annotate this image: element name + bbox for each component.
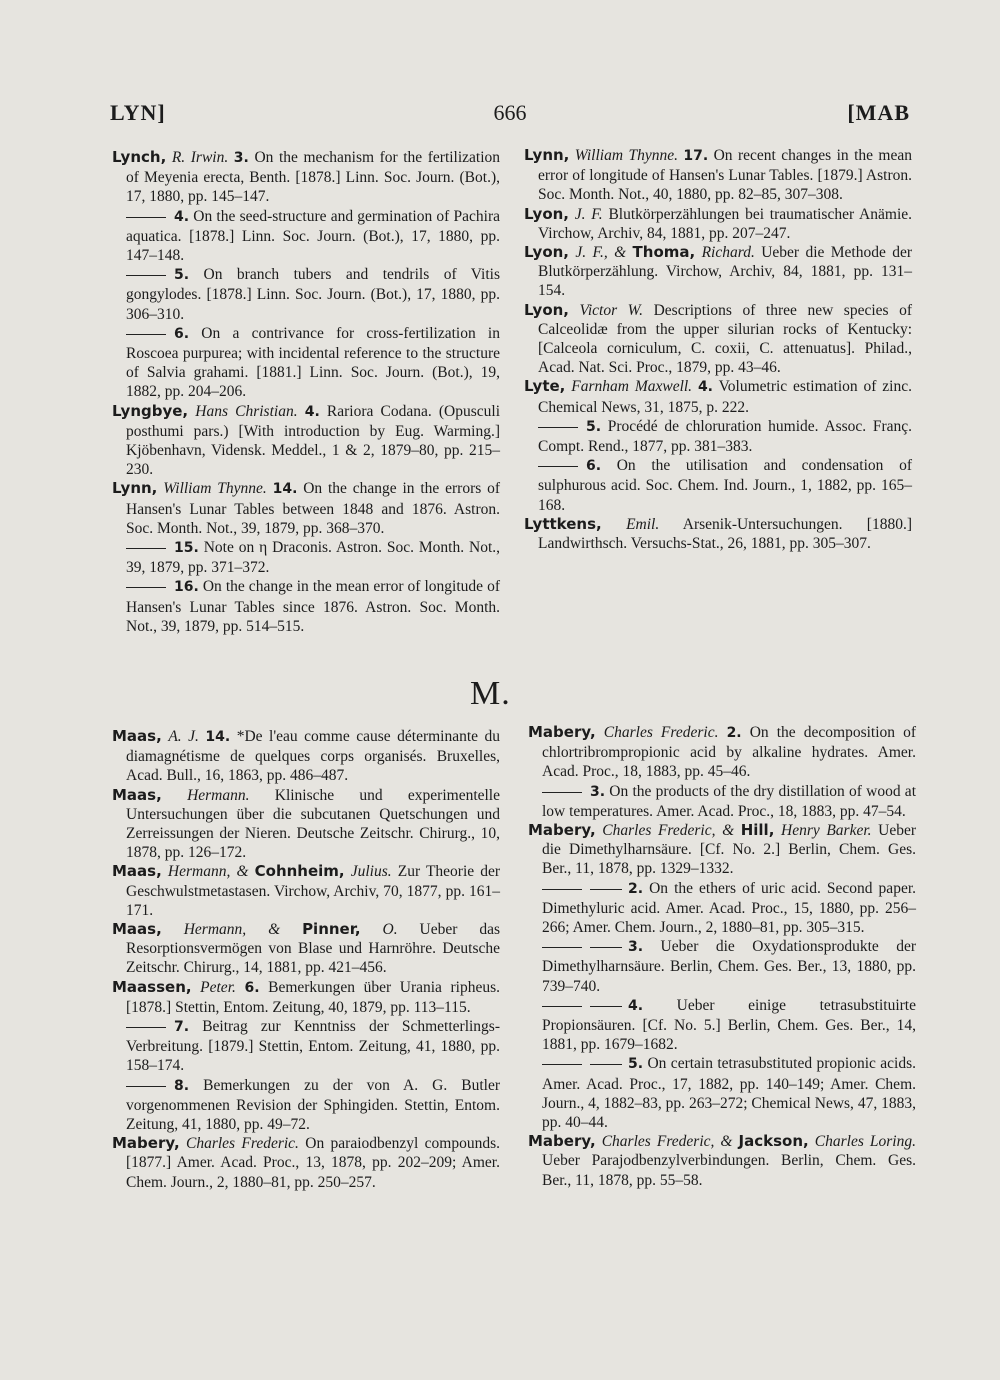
entry-text: *De l'eau comme cause déterminante du diamagnétisme de quelques corps organisés. Bruxelles, Acad. Bull., 16, 1863, pp. 486–487. — [126, 728, 501, 785]
coauthor-surname: Cohnheim, — [254, 862, 345, 881]
column-bottom-left — [112, 727, 500, 1192]
entry-text: Rariora Codana. (Opusculi posthumi pars.) [With introduction by Eug. Warming.] Kjöbenhavn, Vidensk. Meddel., 1 & 2, 1879–80, pp. 215–230. — [126, 402, 501, 479]
entry-text: On the mechanism for the fertilization of Meyenia erecta, Benth. [1878.] Linn. Soc. Journ. (Bot.), 17, 1880, pp. 145–147. — [126, 149, 501, 206]
author-surname: Mabery, — [112, 1134, 180, 1153]
bibliography-entry — [524, 205, 912, 243]
author-given-name: Hermann. — [187, 786, 250, 804]
coauthor-given-name: Richard. — [701, 244, 755, 262]
entry-text: Note on η Draconis. Astron. Soc. Month. Not., 39, 1879, pp. 371–372. — [126, 539, 500, 577]
repeat-author-dash — [590, 889, 622, 890]
entry-text: On certain tetrasubstituted propionic acids. Amer. Acad. Proc., 17, 1882, pp. 140–149; Amer. Chem. Journ., 4, 1882–83, pp. 263–272; Chemical News, 47, 1883, pp. 40–44. — [542, 1055, 917, 1132]
entry-number: 14. — [272, 481, 298, 498]
page-number: 666 — [493, 100, 527, 125]
author-given-name: R. Irwin. — [171, 149, 229, 166]
entry-number: 15. — [174, 540, 199, 557]
coauthor-surname: Pinner, — [302, 920, 361, 939]
bibliography-entry — [524, 243, 912, 301]
bibliography-entry — [112, 324, 500, 402]
coauthor-given-name: Julius. — [350, 863, 392, 881]
bibliography-entry — [112, 402, 500, 480]
author-given-name: Emil. — [626, 515, 660, 533]
entry-text: On branch tubers and tendrils of Vitis gongylodes. [1878.] Linn. Soc. Journ. (Bot.), 17, 1880, pp. 306–310. — [126, 266, 501, 323]
author-surname: Lyon, — [524, 300, 569, 319]
author-surname: Lyttkens, — [524, 514, 602, 533]
repeat-author-dash — [542, 889, 582, 890]
bibliography-entry — [112, 1076, 500, 1135]
repeat-author-dash — [590, 1006, 622, 1007]
entry-text: Klinische und experimentelle Untersuchungen über die subcutanen Quetschungen und Zerreissungen der Nieren. Deutsche Zeitschr. Chirurg., 10, 1878, pp. 126–172. — [126, 786, 500, 862]
entry-text: On the decomposition of chlortribrompropionic acid by alkaline hydrates. Amer. Acad. Proc., 18, 1883, pp. 45–46. — [542, 724, 917, 781]
entry-number: 3. — [233, 150, 249, 166]
author-surname: Mabery, — [528, 1132, 596, 1151]
bibliography-entry — [528, 723, 916, 782]
author-surname: Maassen, — [112, 977, 192, 996]
author-given-name: A. J. — [168, 728, 199, 745]
entry-number: 6. — [586, 458, 602, 475]
repeat-author-dash — [126, 334, 166, 335]
author-given-name: Peter. — [200, 978, 236, 996]
header-left-guide: LYN] — [110, 100, 166, 125]
repeat-author-dash — [126, 587, 166, 588]
author-given-name: J. F. — [574, 205, 603, 223]
repeat-author-dash — [538, 466, 578, 467]
bibliography-entry — [524, 417, 912, 456]
repeat-author-dash — [590, 947, 622, 948]
entry-number: 5. — [174, 267, 190, 284]
repeat-author-dash — [542, 1064, 582, 1065]
bibliography-entry — [528, 996, 916, 1055]
author-surname: Maas, — [112, 785, 162, 804]
coauthor-surname: Jackson, — [738, 1132, 809, 1151]
entry-text: On recent changes in the mean error of longitude of Hansen's Lunar Tables. [1879.] Astron. Soc. Month. Not., 40, 1880, pp. 82–85, 307–308. — [538, 147, 912, 204]
bibliography-entry — [112, 1017, 500, 1076]
entry-number: 4. — [628, 997, 644, 1014]
bibliography-entry — [112, 265, 500, 324]
entry-number: 8. — [174, 1077, 190, 1094]
author-surname: Maas, — [112, 862, 162, 881]
author-surname: Lyon, — [524, 204, 569, 223]
author-given-name: Victor W. — [579, 301, 644, 319]
repeat-author-dash — [590, 1064, 622, 1065]
repeat-author-dash — [126, 275, 166, 276]
entry-text: On the seed-structure and germination of Pachira aquatica. [1878.] Linn. Soc. Journ. (Bot.), 17, 1880, pp. 147–148. — [126, 207, 501, 265]
entry-number: 14. — [205, 729, 231, 745]
entry-number: 16. — [174, 579, 199, 596]
author-given-name: Charles Frederic, & — [602, 822, 735, 840]
bibliography-entry — [528, 937, 916, 996]
repeat-author-dash — [542, 792, 582, 793]
author-surname: Lyngbye, — [112, 401, 189, 420]
bibliography-entry — [528, 1054, 916, 1132]
entry-text: On the utilisation and condensation of sulphurous acid. Soc. Chem. Ind. Journ., 1, 1882, pp. 165–168. — [538, 457, 912, 514]
bibliography-entry — [524, 301, 912, 378]
author-given-name: Charles Frederic. — [186, 1135, 299, 1153]
entry-text: On the change in the mean error of longitude of Hansen's Lunar Tables since 1876. Astron. Soc. Month. Not., 39, 1879, pp. 514–515. — [126, 578, 500, 635]
entry-text: Ueber die Methode der Blutkörperzählung. Virchow, Archiv, 84, 1881, pp. 131–154. — [538, 244, 913, 300]
entry-text: Arsenik-Untersuchungen. [1880.] Landwirthsch. Versuchs-Stat., 26, 1881, pp. 305–307. — [538, 515, 912, 553]
bibliography-entry — [528, 782, 916, 821]
entry-number: 17. — [683, 148, 709, 164]
author-surname: Lynch, — [112, 148, 167, 166]
coauthor-given-name: O. — [382, 921, 398, 939]
author-surname: Lynn, — [524, 146, 570, 164]
entry-text: On a contrivance for cross-fertilization in Roscoea purpurea; with incidental reference to the structure of Salvia grahami. [1881.] Linn. Soc. Journ. (Bot.), 19, 1882, pp. 204–206. — [126, 324, 500, 401]
author-given-name: William Thynne. — [163, 480, 267, 498]
entry-number: 2. — [726, 725, 742, 741]
entry-text: Bemerkungen über Urania ripheus. [1878.] Stettin, Entom. Zeitung, 40, 1879, pp. 113–115. — [126, 978, 500, 1016]
entry-number: 5. — [586, 418, 602, 435]
bibliography-entry — [112, 978, 500, 1017]
author-surname: Mabery, — [528, 821, 596, 840]
author-surname: Lyon, — [524, 243, 569, 262]
coauthor-given-name: Charles Loring. — [814, 1133, 916, 1151]
repeat-author-dash — [126, 1027, 166, 1028]
entry-text: Ueber die Oxydationsprodukte der Dimethylharnsäure. Berlin, Chem. Ges. Ber., 13, 1880, pp. 739–740. — [542, 938, 916, 995]
author-given-name: Hans Christian. — [195, 402, 298, 420]
entry-text: On the products of the dry distillation of wood at low temperatures. Amer. Acad. Proc., 18, 1883, pp. 47–54. — [542, 782, 916, 820]
repeat-author-dash — [542, 947, 582, 948]
author-given-name: J. F., & — [575, 244, 627, 262]
author-surname: Lyte, — [524, 377, 566, 396]
header-right-guide: [MAB — [847, 100, 910, 125]
author-given-name: Charles Frederic. — [603, 724, 719, 741]
bibliography-entry — [112, 920, 500, 978]
bibliography-entry — [524, 377, 912, 416]
bibliography-entry — [112, 148, 500, 207]
author-surname: Maas, — [112, 727, 162, 745]
entry-number: 2. — [628, 880, 644, 897]
entry-text: Procédé de chloruration humide. Assoc. Franç. Compt. Rend., 1877, pp. 381–383. — [538, 417, 912, 456]
entry-text: Zur Theorie der Geschwulstmetastasen. Virchow, Archiv, 70, 1877, pp. 161–171. — [126, 863, 501, 919]
bibliography-entry — [112, 786, 500, 863]
bibliography-entry — [112, 577, 500, 636]
bibliography-entry — [112, 1134, 500, 1192]
bibliography-entry — [528, 1132, 916, 1190]
entry-number: 4. — [174, 208, 190, 225]
repeat-author-dash — [542, 1006, 582, 1007]
entry-text: Blutkörperzählungen bei traumatischer Anämie. Virchow, Archiv, 84, 1881, pp. 207–247. — [538, 205, 913, 242]
column-bottom-right — [528, 723, 916, 1190]
author-surname: Lynn, — [112, 479, 158, 498]
entry-number: 6. — [174, 325, 190, 342]
entry-text: Bemerkungen zu der von A. G. Butler vorgenommenen Revision der Sphingiden. Stettin, Entom. Zeitung, 41, 1880, pp. 49–72. — [126, 1076, 501, 1134]
bibliography-entry — [112, 727, 500, 786]
column-top-left — [112, 148, 500, 636]
bibliography-entry — [112, 538, 500, 577]
author-given-name: Charles Frederic, & — [601, 1133, 733, 1151]
bibliography-entry — [112, 207, 500, 266]
author-given-name: Hermann, & — [183, 921, 281, 939]
author-surname: Mabery, — [528, 723, 596, 741]
repeat-author-dash — [538, 427, 578, 428]
entry-text: Ueber das Resorptionsvermögen von Blase und Harnröhre. Deutsche Zeitschr. Chirurg., 14, 1881, pp. 421–456. — [126, 921, 500, 977]
entry-number: 5. — [628, 1056, 644, 1073]
entry-text: Ueber Parajodbenzylverbindungen. Berlin, Chem. Ges. Ber., 11, 1878, pp. 55–58. — [542, 1152, 916, 1189]
coauthor-surname: Thoma, — [632, 243, 696, 262]
entry-text: Descriptions of three new species of Calceolidæ from the upper silurian rocks of Kentucky: [Calceola corniculum, C. coxii, C. attenuatus]. Philad., Acad. Nat. Sci. Proc., 1879, pp. 43–46. — [538, 301, 913, 377]
author-given-name: Farnham Maxwell. — [571, 378, 693, 396]
bibliography-entry — [112, 479, 500, 538]
entry-number: 4. — [304, 403, 320, 420]
bibliography-entry — [524, 456, 912, 515]
entry-number: 7. — [174, 1019, 190, 1036]
bibliography-entry — [524, 515, 912, 553]
bibliography-entry — [528, 821, 916, 879]
author-given-name: Hermann, & — [167, 863, 249, 881]
entry-text: On the change in the errors of Hansen's Lunar Tables between 1848 and 1876. Astron. Soc. Month. Not., 39, 1879, pp. 368–370. — [126, 480, 501, 537]
author-surname: Maas, — [112, 920, 162, 939]
entry-text: Volumetric estimation of zinc. Chemical News, 31, 1875, p. 222. — [538, 378, 912, 416]
bibliography-entry — [112, 862, 500, 920]
entry-number: 6. — [244, 979, 260, 996]
coauthor-given-name: Henry Barker. — [781, 822, 872, 840]
entry-number: 3. — [590, 783, 606, 800]
running-header — [110, 100, 910, 140]
column-top-right — [524, 146, 912, 553]
entry-number: 4. — [697, 379, 713, 396]
bibliography-entry — [528, 879, 916, 938]
coauthor-surname: Hill, — [740, 821, 775, 840]
section-letter: M. — [470, 675, 511, 712]
entry-text: On paraiodbenzyl compounds. [1877.] Amer. Acad. Proc., 13, 1878, pp. 202–209; Amer. Chem. Journ., 2, 1880–81, pp. 250–257. — [126, 1135, 500, 1191]
repeat-author-dash — [126, 1086, 166, 1087]
entry-number: 3. — [628, 939, 644, 956]
repeat-author-dash — [126, 217, 166, 218]
entry-text: On the ethers of uric acid. Second paper. Dimethyluric acid. Amer. Acad. Proc., 15, 1880, pp. 256–266; Amer. Chem. Journ., 2, 1880–81, pp. 305–315. — [542, 879, 917, 937]
repeat-author-dash — [126, 548, 166, 549]
entry-text: Ueber die Dimethylharnsäure. [Cf. No. 2.] Berlin, Chem. Ges. Ber., 11, 1878, pp. 1329–1332. — [542, 822, 916, 878]
entry-text: Ueber einige tetrasubstituirte Propionsäuren. [Cf. No. 5.] Berlin, Chem. Ges. Ber., 14, 1881, pp. 1679–1682. — [542, 996, 916, 1054]
entry-text: Beitrag zur Kenntniss der Schmetterlings-Verbreitung. [1879.] Stettin, Entom. Zeitung, 41, 1880, pp. 158–174. — [126, 1018, 501, 1075]
bibliography-entry — [524, 146, 912, 205]
author-given-name: William Thynne. — [574, 147, 678, 164]
